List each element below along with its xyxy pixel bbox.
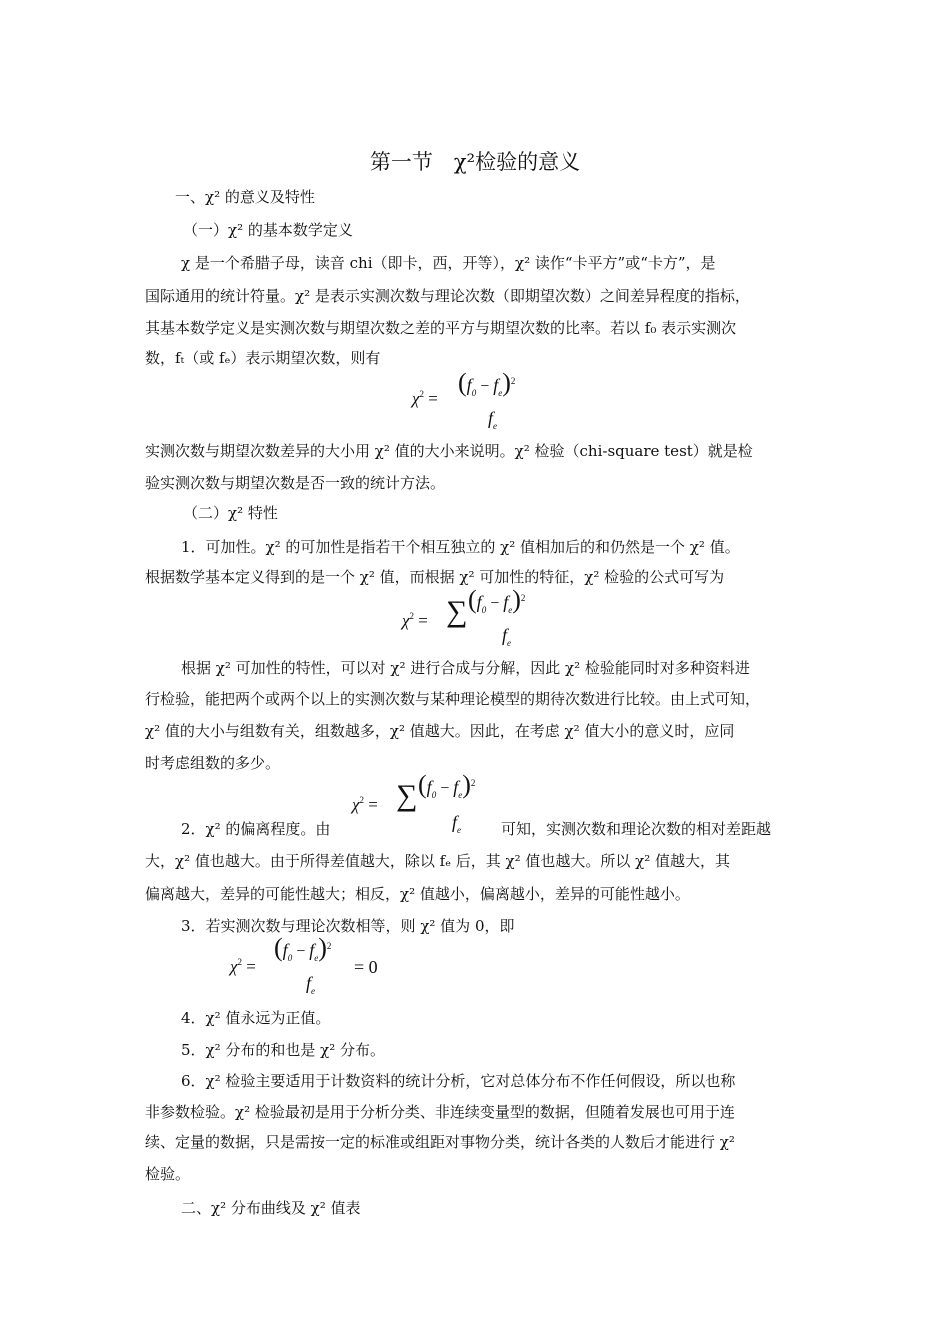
paragraph-line: 5．χ² 分布的和也是 χ² 分布。 — [181, 1041, 386, 1059]
paragraph-line: χ 是一个希腊子母，读音 chi（即卡，西，开等），χ² 读作“卡平方”或“卡方”，是 — [181, 254, 716, 272]
paragraph-line: 行检验，能把两个或两个以上的实测次数与某种理论模型的期待次数进行比较。由上式可知， — [145, 690, 761, 708]
paragraph-line: 可知，实测次数和理论次数的相对差距越 — [501, 820, 772, 838]
formula-chi-square-sum-inline: $\chi^2$ = ∑ $(f_0 - f_e)^2$ $f_e$ — [352, 770, 476, 835]
paragraph-line: 大，χ² 值也越大。由于所得差值越大，除以 fₑ 后，其 χ² 值也越大。所以 χ² 值越大，其 — [145, 852, 731, 870]
section-heading-2: 二、χ² 分布曲线及 χ² 值表 — [181, 1199, 361, 1217]
section-heading-1: 一、χ² 的意义及特性 — [175, 188, 315, 206]
paragraph-line: 其基本数学定义是实测次数与期望次数之差的平方与期望次数的比率。若以 f₀ 表示实测次 — [145, 319, 737, 337]
paragraph-line: 非参数检验。χ² 检验最初是用于分析分类、非连续变量型的数据，但随着发展也可用于连 — [145, 1103, 735, 1121]
page-title: 第一节 χ²检验的意义 — [369, 150, 581, 174]
paragraph-line: 偏离越大，差异的可能性越大；相反，χ² 值越小，偏离越小，差异的可能性越小。 — [145, 885, 690, 903]
formula-result: = 0 — [354, 957, 378, 977]
formula-chi-square-definition: $\chi^2$ = $(f_0 - f_e)^2$ $f_e$ — [412, 368, 516, 431]
paragraph-line: 续、定量的数据，只是需按一定的标准或组距对事物分类，统计各类的人数后才能进行 χ² — [145, 1133, 735, 1151]
paragraph-line: 2．χ² 的偏离程度。由 — [181, 820, 331, 838]
paragraph-line: 数，fₜ（或 fₑ）表示期望次数，则有 — [145, 349, 381, 367]
paragraph-line: 检验。 — [145, 1165, 191, 1183]
subsection-heading-1: （一）χ² 的基本数学定义 — [183, 221, 353, 239]
paragraph-line: χ² 值的大小与组数有关，组数越多，χ² 值越大。因此，在考虑 χ² 值大小的意义时，应同 — [145, 722, 735, 740]
paragraph-line: 实测次数与期望次数差异的大小用 χ² 值的大小来说明。χ² 检验（chi-square test）就是检 — [145, 442, 753, 460]
paragraph-line: 国际通用的统计符量。χ² 是表示实测次数与理论次数（即期望次数）之间差异程度的指标， — [145, 287, 750, 305]
subsection-heading-2: （二）χ² 特性 — [183, 504, 278, 522]
formula-chi-square-zero: $\chi^2$ = $(f_0 - f_e)^2$ $f_e$ = 0 — [230, 933, 378, 996]
paragraph-line: 根据数学基本定义得到的是一个 χ² 值，而根据 χ² 可加性的特征，χ² 检验的公式可写为 — [145, 568, 725, 586]
paragraph-line: 1．可加性。χ² 的可加性是指若干个相互独立的 χ² 值相加后的和仍然是一个 χ² 值。 — [181, 538, 740, 556]
paragraph-line: 根据 χ² 可加性的特性，可以对 χ² 进行合成与分解，因此 χ² 检验能同时对多种资料进 — [181, 659, 750, 677]
formula-chi-square-sum: $\chi^2$ = ∑ $(f_0 - f_e)^2$ $f_e$ — [402, 585, 526, 648]
paragraph-line: 验实测次数与期望次数是否一致的统计方法。 — [145, 474, 446, 492]
paragraph-line: 时考虑组数的多少。 — [145, 754, 281, 772]
paragraph-line: 3．若实测次数与理论次数相等，则 χ² 值为 0，即 — [181, 917, 515, 935]
paragraph-line: 6．χ² 检验主要适用于计数资料的统计分析，它对总体分布不作任何假设，所以也称 — [181, 1072, 736, 1090]
paragraph-line: 4．χ² 值永远为正值。 — [181, 1009, 331, 1027]
